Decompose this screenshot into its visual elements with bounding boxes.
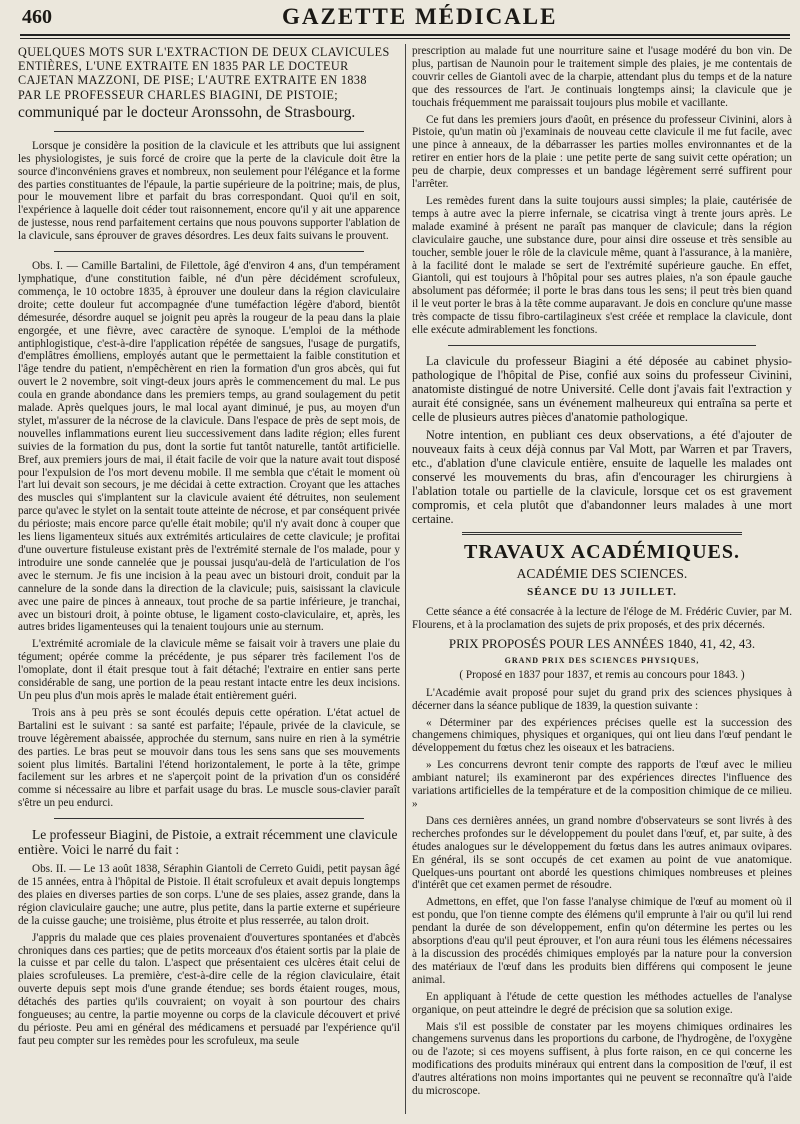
header-rule: [20, 34, 790, 36]
prize-paragraph: » Les concurrens devront tenir compte des rapports de l'œuf avec le milieu ambiant naturel; ils examineront par des expériences directes l'influence des variations artificielles de la température et de la composition chimique de ce milieu. »: [412, 759, 792, 810]
prize-paragraph: « Déterminer par des expériences précises quelle est la succession des changemens chimiques, physiques et organiques, qui ont lieu dans l'œuf pendant le développement du fœtus chez les oiseaux et les batraciens.: [412, 716, 792, 755]
obs1-paragraph: L'extrémité acromiale de la clavicule même se faisait voir à travers une plaie du tégument; opérée comme la précédente, je pus séparer très facilement l'os de l'omoplate, dont il était presque tout à fait détaché; l'extraire en entier sans perte considérable de sang, une portion de la peau restant intacte entre les deux incisions. Un peu plus d'un mois après le malade était entièrement guéri.: [18, 638, 400, 702]
prize-paragraph: Mais s'il est possible de constater par les moyens chimiques ordinaires les changemens survenus dans les proportions du carbone, de l'hydrogène, de l'oxygène ou de l'azote; si ces moyens suffisent, à plus forte raison, en ce qui concerne les modifications des produits minéraux qui entrent dans la composition de l'œuf, il est d'autres altérations non moins importantes qui ne peuvent se reconnaître qu'à l'aide du microscope.: [412, 1020, 792, 1098]
intro-paragraph: Lorsque je considère la position de la clavicule et les attributs que lui assignent les physiologistes, je suis forcé de croire que la perte de la clavicule doit être la source d'inconvéniens graves et nombreux, non seulement pour l'élégance et la forme des parties constituantes de l'épaule, la partie supérieure de la poitrine; mais, de plus, pour le mouvement libre et parfait du bras correspondant. Quoi qu'il en soit, l'expérience à laquelle doit céder tout raisonnement, encore qu'il y ait une apparence de justesse, nous rend parfaitement certains que nous pouvons supporter l'ablation de la clavicule, sans éprouver de graves désordres. Les deux faits suivans le prouvent.: [18, 139, 400, 243]
prize-paragraph: L'Académie avait proposé pour sujet du grand prix des sciences physiques à décerner dans la séance publique de 1839, la question suivante :: [412, 686, 792, 712]
session-paragraph: Cette séance a été consacrée à la lecture de l'éloge de M. Frédéric Cuvier, par M. Flourens, et à la proclamation des sujets de prix proposés, et des prix décernés.: [412, 605, 792, 631]
divider: [54, 131, 364, 132]
obs1-paragraph: Trois ans à peu près se sont écoulés depuis cette opération. L'état actuel de Bartalini est le suivant : sa santé est parfaite; l'épaule, privée de la clavicule, se trouve légèrement abaissée, approchée du sternum, sans nuire en rien à la symétrie des parties. Le bras peut se mouvoir dans tous les sens sans que ses mouvements soient plus limités. Bartalini l'étend horizontalement, le porte à la tête, grimpe facilement sur les arbres et ne s'aperçoit point de la privation d'un os considéré comme si nécessaire au libre et parfait usage du bras. Le muscle sous-clavier paraît s'être un peu endurci.: [18, 706, 400, 810]
prize-paragraph: Admettons, en effet, que l'on fasse l'analyse chimique de l'œuf au moment où il est pondu, que l'on tienne compte des élémens qu'il emprunte à l'air ou qu'il lui rend pendant la durée de son développement, enfin qu'on détermine les pertes ou les absorptions d'eau qu'il peut éprouver, et l'on aura réuni tous les élémens nécessaires à la discussion des procédés chimiques employés par la nature pour la conversion des matériaux de l'œuf dans les produits bien différens qui composent le jeune animal.: [412, 896, 792, 986]
prize-paragraph: Dans ces dernières années, un grand nombre d'observateurs se sont livrés à des recherches profondes sur le développement du poulet dans l'œuf, et, par suite, à des études analogues sur le développement du fœtus dans les autres animaux ovipares. En général, ils se sont occupés de cet examen au point de vue anatomique. Quelques-uns pourtant ont abordé les questions chimiques nombreuses et pleines d'intérêt que cet examen permet de résoudre.: [412, 814, 792, 892]
section-divider: [462, 532, 742, 535]
title-line: ENTIÈRES, L'UNE EXTRAITE EN 1835 PAR LE DOCTEUR: [18, 59, 349, 74]
page-number: 460: [22, 6, 52, 28]
divider: [54, 251, 364, 252]
journal-title: GAZETTE MÉDICALE: [282, 4, 558, 29]
continuation-paragraph: Ce fut dans les premiers jours d'août, en présence du professeur Civinini, alors à Pistoie, qu'un matin où j'examinais de nouveau cette clavicule il me fut facile, avec une pince à anneaux, de la débarrasser les parties molles environnantes et de la retirer en entier hors de la plaie : une petite perte de sang suivit cette opération; un peu de charpie, deux compresses et un bandage légèrement serré suffirent pour l'arrêter.: [412, 113, 792, 191]
title-line: PAR LE PROFESSEUR CHARLES BIAGINI, DE PISTOIE;: [18, 87, 339, 102]
title-line: CAJETAN MAZZONI, DE PISE; L'AUTRE EXTRAITE EN 1838: [18, 73, 367, 88]
proposed-note: ( Proposé en 1837 pour 1837, et remis au concours pour 1843. ): [459, 668, 745, 681]
obs2-paragraph: J'appris du malade que ces plaies provenaient d'ouvertures spontanées et d'abcès chroniques dans ces parties; que de petits morceaux d'os étaient sortis par la plaie de la cuisse et par celle du talon. L'aspect que présentaient ces ulcères était celui de plaies scrofuleuses. La première, c'est-à-dire celle de la région claviculaire, était ouverte depuis sept mois d'une grande étendue; ses bords étaient rouges, mous, détachés des parties qu'ils couvraient; on voyait à son pourtour des chairs fongueuses; au centre, la partie moyenne ou corps de la clavicule découvert et privé du périoste. Peu ami en général des médicamens et persuadé par l'expérience qu'il faut peu compter sur les remèdes pour les scrofuleux, ma seule: [18, 931, 400, 1047]
prizes-heading: PRIX PROPOSÉS POUR LES ANNÉES 1840, 41, 42, 43.: [448, 635, 756, 651]
column-divider: [405, 44, 406, 1114]
divider: [54, 818, 364, 819]
left-column: [18, 45, 400, 1115]
biagini-intro: Le professeur Biagini, de Pistoie, a extrait récemment une clavicule entière. Voici le narré du fait :: [18, 827, 398, 858]
right-column: [412, 45, 792, 1115]
divider: [448, 345, 756, 346]
title-line: QUELQUES MOTS SUR L'EXTRACTION DE DEUX CLAVICULES: [18, 45, 390, 59]
masthead: [0, 0, 800, 40]
session-heading: SÉANCE DU 13 JUILLET.: [527, 585, 677, 598]
academy-heading: ACADÉMIE DES SCIENCES.: [516, 565, 688, 581]
continuation-paragraph: prescription au malade fut une nourriture saine et l'usage modéré du bon vin. De plus, partisan de Naunoin pour le traitement simple des plaies, je me contentais de couvrir celles de Giantoli avec de la charpie, attendant plus du temps et de la nature que des ressources de l'art. Je continuais longtemps ainsi; la clavicule que je touchais fréquemment me paraissait toujours plus mobile et vacillante.: [412, 45, 792, 109]
obs1-paragraph: Obs. I. — Camille Bartalini, de Filettole, âgé d'environ 4 ans, d'un tempérament lymphatique, d'une constitution faible, né d'un père décidément scrofuleux, commença, le 10 octobre 1835, à éprouver une douleur dans la région claviculaire droite; cette douleur fut accompagnée d'une tuméfaction légère d'abord, bientôt démesurée, désordre auquel se joignit peu après la rougeur de la peau dans la plaie engorgée, et une fièvre, avec caractère de synoque. L'emploi de la méthode antiphlogistique, c'est-à-dire l'application répétée de sangsues, l'usage de purgatifs, d'emplâtres émolliens, employés autant que le permettaient la faible constitution et l'âge tendre du patient, n'empêchèrent en rien la formation d'un gros abcès, qui fut ouvert le 2 novembre, soit vingt-deux jours après le commencement du mal. Le pus coula en grande abondance dans les premiers temps, au grand soulagement du petit malade. Après quelques jours, le mal local ayant diminué, je pus, au moyen d'un stylet, m'assurer de la nécrose de la clavicule. Dans l'espace de près de sept mois, de nouvelles inflammations eurent lieu successivement dans ladite région; elles furent suivies de la formation du pus, dont la sortie fut tantôt naturelle, tantôt artificielle. Bref, aux premiers jours de mai, il était facile de voir que la nature avait tout disposé pour l'expulsion de l'os mort devenu mobile. Il me sembla que c'était le moment où l'art lui devait son secours, je me décidai à cette extraction. Croyant que les attaches des muscles qui s'implantent sur la clavicule avaient été détruites, non seulement parce qu'avec le stylet on la sentait toute atteinte de nécrose, et par conséquent privée du périoste; mais encore parce qu'elle était mobile; qu'il n'y avait donc à couper que les liens ligamenteux situés aux extrémités articulaires de cette clavicule; je profitai d'une ouverture fistuleuse existant près de l'extrémité sternale de l'os malade, pour y introduire une sonde cannelée que je poussai jusqu'au-delà de l'articulation de l'os avec le sternum. Je fis une incision à la peau avec un bistouri droit, conduit par la cannelure de la sonde dans la direction de la clavicule; puis, saisissant la clavicule avec une paire de pinces à anneaux, tout proche de sa partie inférieure, je tranchai, avec un bistouri droit, à pointe obtuse, le ligament costo-claviculaire, et, après, les autres brides ligamenteuses qui la tenaient toujours unie au sternum.: [18, 260, 400, 634]
continuation-paragraph: Notre intention, en publiant ces deux observations, a été d'ajouter de nouveaux faits à ceux déjà connus par Val Mott, par Warren et par Travers, etc., d'ablation d'une clavicule entière, ensuite de laquelle les malades ont conservé les mouvements du bras, afin d'encourager les chirurgiens à l'ablation totale ou partielle de la clavicule, lorsque cet os est gravement compromis, et cela plutôt que d'abandonner leurs malades à une mort certaine.: [412, 427, 792, 526]
continuation-paragraph: La clavicule du professeur Biagini a été déposée au cabinet physio-pathologique de l'hôpital de Pise, confié aux soins du professeur Civinini, anatomiste distingué de notre Université. Celle dont j'avais fait l'extraction y aurait été consignée, sans un événement malheureux qui entraîna sa perte et celle de plusieurs autres pièces d'anatomie pathologique.: [412, 353, 792, 424]
obs2-paragraph: Obs. II. — Le 13 août 1838, Séraphin Giantoli de Cerreto Guidi, petit paysan âgé de 15 années, entra à l'hôpital de Pistoie. Il était scrofuleux et avait depuis longtemps des plaies en diverses parties de son corps. L'une de ses plaies, assez grande, dans la région claviculaire gauche; une autre, plus petite, dans la partie externe et supérieure de la cuisse gauche; une troisième, plus étroite et plus resserrée, au talon droit.: [18, 863, 400, 927]
prize-paragraph: En appliquant à l'étude de cette question les méthodes actuelles de l'analyse organique, on peut atteindre le degré de précision que sa solution exige.: [412, 990, 792, 1016]
article-title: [18, 45, 400, 121]
continuation-paragraph: Les remèdes furent dans la suite toujours aussi simples; la plaie, cautérisée de temps à autre avec la pierre infernale, se cicatrisa vingt à trente jours après. Le malade examiné à présent ne paraît pas manquer de clavicule; dans la région claviculaire gauche, une substance dure, pour ainsi dire osseuse et très sensible au toucher, semble jouer le rôle de la clavicule même, quant à l'assurance, à la manière, à la facilité dont le malade se sert de l'extrémité supérieure gauche. En effet, Giantoli, qui est toujours à l'hôpital pour ses autres plaies, n'a son épaule gauche absolument pas déformée; il porte le bras dans tous les sens; il peut très bien quand il le veut porter le bras à la tête comme auparavant. Je dois en conclure qu'une masse très compacte de tissu fibro-cartilagineux s'est créée et remplace la clavicule, dont elle exécute admirablement les fonctions.: [412, 194, 792, 337]
grand-prix-heading: GRAND PRIX DES SCIENCES PHYSIQUES,: [504, 655, 700, 665]
section-title: TRAVAUX ACADÉMIQUES.: [464, 540, 740, 563]
article-author: communiqué par le docteur Aronssohn, de Strasbourg.: [18, 103, 356, 121]
header-rule-thin: [20, 38, 790, 39]
